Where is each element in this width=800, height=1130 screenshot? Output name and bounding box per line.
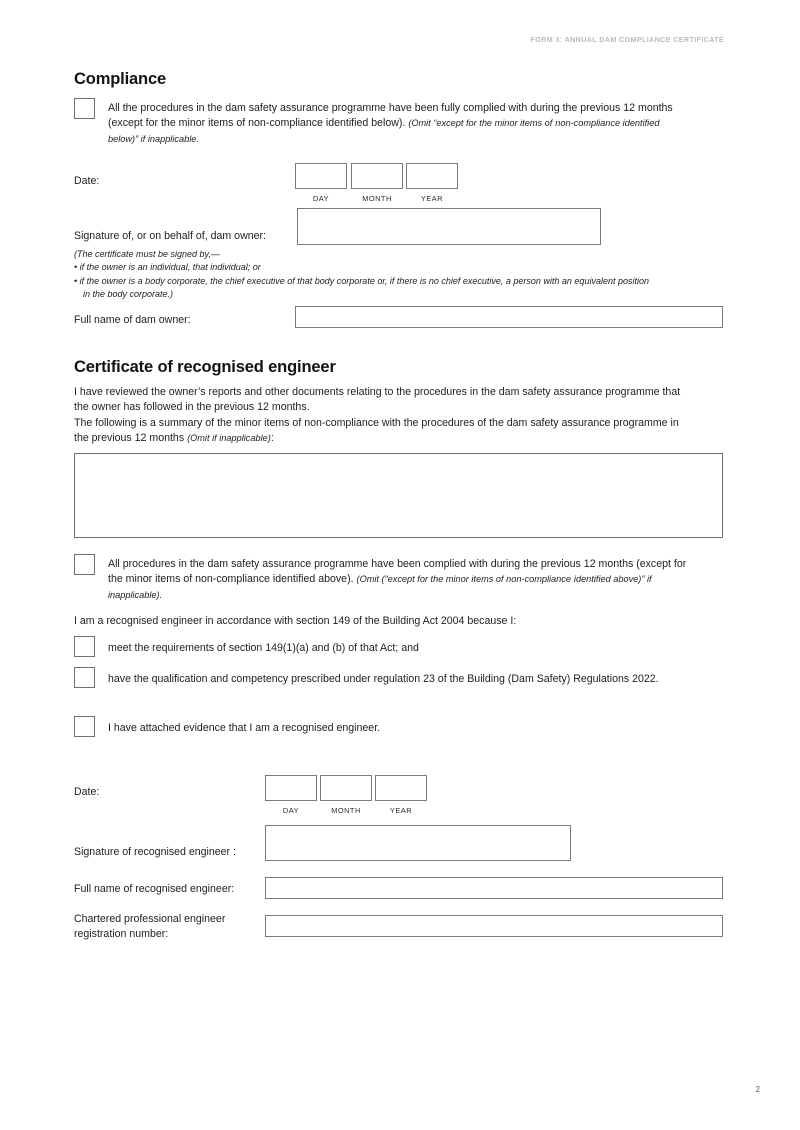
engineer-date-month-input[interactable]: [320, 775, 372, 801]
engineer-registration-label-line1: Chartered professional engineer: [74, 913, 226, 925]
compliance-declaration-text: [108, 101, 688, 147]
owner-full-name-input[interactable]: [295, 306, 723, 328]
engineer-heading: Certificate of recognised engineer: [74, 358, 336, 376]
engineer-recognition-intro: I am a recognised engineer in accordance with section 149 of the Building Act 2004 because I:: [74, 615, 517, 627]
engineer-date-day-input[interactable]: [265, 775, 317, 801]
engineer-paragraph-1-line1: I have reviewed the owner’s reports and other documents relating to the procedures in the dam safety assurance: [74, 386, 603, 398]
owner-date-label: Date:: [74, 175, 100, 187]
compliance-heading: Compliance: [74, 70, 167, 88]
owner-full-name-label: Full name of dam owner:: [74, 314, 191, 326]
requirement-1-checkbox[interactable]: [74, 667, 95, 688]
owner-signature-label: Signature of, or on behalf of, dam owner:: [74, 230, 266, 242]
engineer-full-name-label: Full name of recognised engineer:: [74, 883, 235, 895]
engineer-paragraph-1: [74, 385, 694, 416]
owner-signature-input[interactable]: [297, 208, 601, 245]
owner-signature-note-line1: (The certificate must be signed by,—: [74, 249, 220, 259]
evidence-attached-label: I have attached evidence that I am a recognised engineer.: [108, 722, 381, 734]
engineer-declaration-note1: (Omit (“except for the minor items of non-compliance: [356, 574, 571, 585]
compliance-declaration-line1: All the procedures in the dam safety assurance programme have been fully complied with during the previous: [108, 102, 621, 114]
engineer-declaration-line1: All procedures in the dam safety assurance programme have been complied with during the previous 12 months: [108, 558, 634, 570]
engineer-declaration-line2: (except for the minor items of non-compliance identified above).: [108, 558, 687, 586]
owner-date-year-input[interactable]: [406, 163, 458, 189]
engineer-full-name-input[interactable]: [265, 877, 723, 899]
requirement-0-checkbox[interactable]: [74, 636, 95, 657]
owner-date-day-caption: DAY: [312, 194, 330, 203]
engineer-date-year-input[interactable]: [375, 775, 427, 801]
engineer-date-label: Date:: [74, 786, 100, 798]
evidence-attached-checkbox[interactable]: [74, 716, 95, 737]
engineer-registration-input[interactable]: [265, 915, 723, 937]
engineer-signature-label: Signature of recognised engineer :: [74, 846, 236, 858]
owner-date-month-input[interactable]: [351, 163, 403, 189]
engineer-registration-label-line2: registration number:: [74, 928, 169, 940]
owner-date-year-caption: YEAR: [420, 194, 444, 203]
engineer-declaration-text: [108, 557, 698, 603]
requirement-1-label: have the qualification and competency prescribed under regulation 23 of the Building (Dam Safety) Regulations 2022.: [108, 673, 659, 685]
engineer-paragraph-2-line1: The following is a summary of the minor items of non-compliance with the procedures of the dam safety assurance: [74, 417, 611, 429]
engineer-date-month-caption: MONTH: [331, 806, 361, 815]
owner-signature-note-line4: in the body corporate.): [83, 289, 174, 300]
engineer-registration-label: [74, 912, 264, 942]
owner-date-month-caption: MONTH: [362, 194, 392, 203]
owner-signature-note-line3: • if the owner is a body corporate, the chief executive of that body corporate or, if there is no chief executive, a person with an equivalent position: [74, 275, 649, 286]
owner-signature-note-line2: • if the owner is an individual, that individual; or: [74, 262, 261, 273]
engineer-date-day-caption: DAY: [282, 806, 300, 815]
engineer-signature-input[interactable]: [265, 825, 571, 861]
engineer-paragraph-2-line2: programme in the previous 12 months: [74, 417, 679, 445]
running-header: FORM 3: ANNUAL DAM COMPLIANCE CERTIFICATE: [530, 35, 724, 44]
compliance-declaration-note1: (Omit “except for the minor items of: [408, 118, 553, 129]
engineer-date-year-caption: YEAR: [389, 806, 413, 815]
engineer-paragraph-1-line2: programme that the owner has followed in the previous 12 months.: [74, 386, 681, 414]
compliance-declaration-note2: non-compliance identified below)” if inapplicable.: [108, 118, 660, 144]
compliance-declaration-line2: 12 months (except for the minor items of non-compliance identified below).: [108, 102, 673, 130]
owner-date-day-input[interactable]: [295, 163, 347, 189]
requirement-0-label: meet the requirements of section 149(1)(a) and (b) of that Act; and: [108, 642, 419, 654]
engineer-paragraph-2-colon: :: [270, 432, 274, 445]
engineer-declaration-checkbox[interactable]: [74, 554, 95, 575]
engineer-paragraph-2-note: (Omit if inapplicable): [187, 433, 271, 444]
compliance-declaration-checkbox[interactable]: [74, 98, 95, 119]
owner-signature-note: [74, 248, 714, 302]
engineer-paragraph-2: [74, 416, 694, 447]
page-number: 2: [755, 1085, 760, 1094]
noncompliance-summary-textarea[interactable]: [74, 453, 723, 538]
engineer-declaration-note2: identified above)” if inapplicable).: [108, 574, 652, 600]
